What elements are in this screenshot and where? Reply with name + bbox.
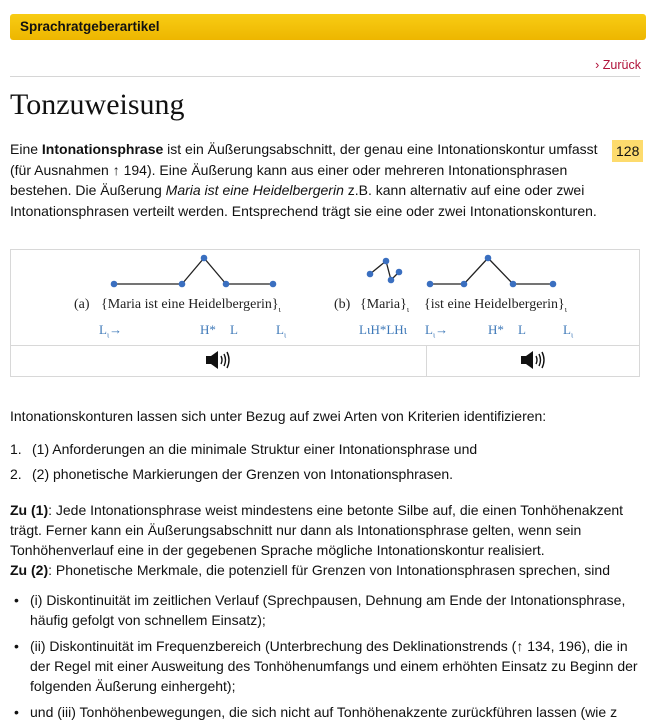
tone-b-maria: LιH*LHι (359, 322, 408, 337)
table-column-divider (426, 345, 427, 377)
list-item: 1. (1) Anforderungen an die minimale Struktur einer Intonationsphrase und (10, 441, 478, 457)
tone-b-1: $L_\iota\to$ (425, 322, 449, 340)
list-item: 2. (2) phonetische Markierungen der Grenzen von Intonationsphrasen. (10, 466, 454, 482)
example-a-phrase: {Maria ist eine $Heidelbergerin\}_\iota$ (101, 297, 281, 314)
speaker-icon[interactable] (520, 350, 546, 370)
example-b-phrase2: {ist eine $Heidelbergerin\}_\iota$ (424, 297, 567, 314)
tone-a-4: $L_\iota$ (276, 322, 287, 340)
example-b-label: (b) (334, 297, 351, 312)
intro-paragraph: Eine Intonationsphrase ist ein Äußerungsabschnitt, der genau eine Intonationskontur umfasst (für Ausnahmen ↑ 194). Eine Äußerung kann aus einer oder mehreren Intonationsphrasen bestehen. Die Äußerung Maria ist eine Heidelbergerin z.B. kann alternativ auf eine oder zwei Intonationsphrasen verteilt werden. Entsprechend trägt sie eine oder zwei Intonationskonturen. (10, 141, 598, 219)
back-link[interactable]: › Zurück (595, 58, 641, 72)
criteria-list (10, 441, 477, 491)
list-item: • und (iii) Tonhöhenbewegungen, die sich nicht auf Tonhöhenakzente zurückführen lassen (wie z (10, 702, 646, 722)
tone-a-3: L (230, 322, 238, 337)
zu1-paragraph: Zu (1): Jede Intonationsphrase weist mindestens eine betonte Silbe auf, die einen Tonhöhenakzent trägt. Ferner kann ein Äußerungsabschnitt nur dann als Intonationsphrase gelten, wenn sein Tonhöhenverlauf eine in der gegebenen Sprache mögliche Intonationskontur realisiert. (10, 502, 624, 558)
term-intonationsphrase: Intonationsphrase (41, 141, 164, 157)
table-divider (11, 345, 639, 346)
tone-a-2: H* (200, 322, 216, 337)
intonation-example-table (10, 249, 640, 377)
rule-number-badge[interactable]: 128 (612, 140, 643, 162)
boundary-markers-list (10, 590, 646, 728)
list-item: • (ii) Diskontinuität im Frequenzbereich (Unterbrechung des Deklinationstrends (↑ 134, 196), die in der Regel mit einer Ausweitung des Tonhöhenumfangs und einem erhöhten Einsatz zu Beginn der folgenden Äußerung einhergeht); (10, 636, 646, 696)
example-b-phrase1: $\{Maria\}_\iota$ (360, 297, 410, 314)
explanation-block (10, 500, 646, 580)
list-item: • (i) Diskontinuität im zeitlichen Verlauf (Sprechpausen, Dehnung am Ende der Intonationsphrase, häufig gefolgt von schnellem Einsatz); (10, 590, 646, 630)
example-a-label: (a) (74, 297, 90, 312)
zu2-paragraph: Zu (2): Phonetische Merkmale, die potenziell für Grenzen von Intonationsphrasen sprechen, sind (10, 562, 610, 578)
tone-b-2: H* (488, 322, 504, 337)
section-title: Sprachratgeberartikel (20, 19, 160, 34)
tone-b-4: $L_\iota$ (563, 322, 574, 340)
speaker-icon[interactable] (205, 350, 231, 370)
page-title: Tonzuweisung (10, 88, 185, 121)
intonation-contour-diagram (0, 0, 659, 300)
tone-b-3: L (518, 322, 526, 337)
criteria-intro: Intonationskonturen lassen sich unter Bezug auf zwei Arten von Kriterien identifizieren: (10, 408, 547, 424)
example-sentence: Maria ist eine Heidelbergerin (165, 182, 344, 198)
tone-a-1: $L_\iota\to$ (99, 322, 123, 340)
